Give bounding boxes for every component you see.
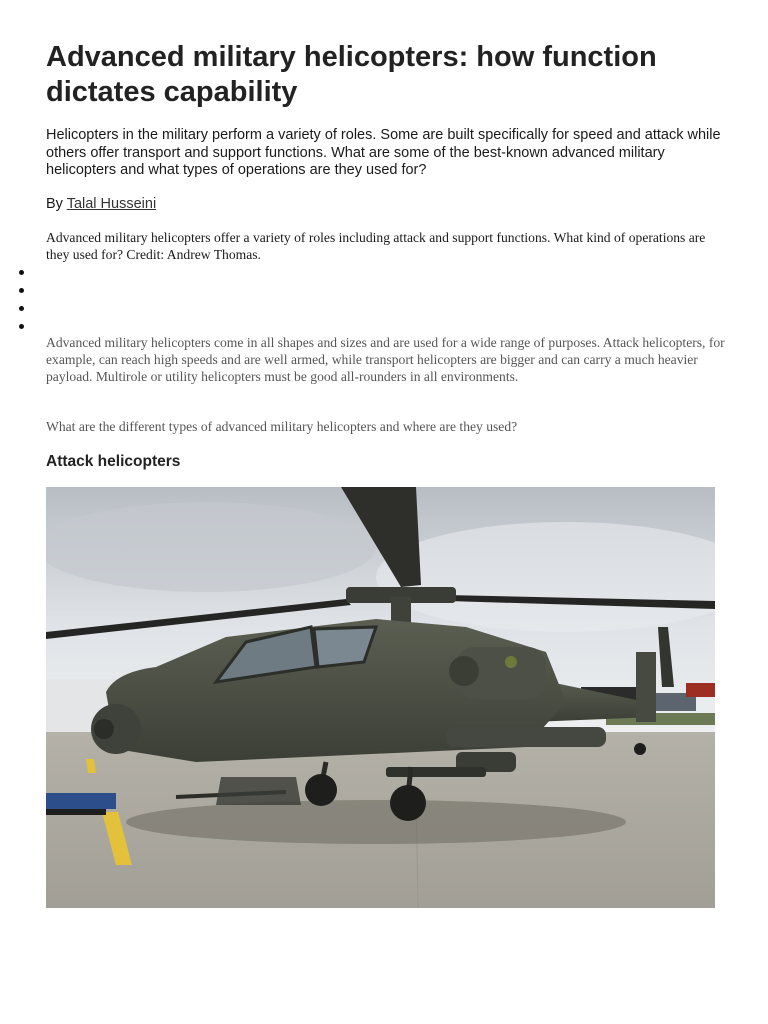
attack-helicopter-photo [46, 487, 715, 908]
article-intro: Helicopters in the military perform a variety of roles. Some are built specifically for speed and attack while others offer transport and support functions. What are some of the best-known advanced military helicopters and what types of operations are they used for? [46, 127, 721, 178]
section-heading: Attack helicopters [46, 453, 181, 470]
author-link[interactable]: Talal Husseini [66, 196, 157, 212]
share-item[interactable] [0, 317, 60, 335]
share-list [0, 263, 60, 335]
share-item[interactable] [0, 281, 60, 299]
byline-prefix: By [46, 196, 67, 212]
article-title: Advanced military helicopters: how function dictates capability [46, 41, 657, 108]
body-paragraph: What are the different types of advanced military helicopters and where are they used? [46, 419, 518, 434]
share-item[interactable] [0, 299, 60, 317]
article-byline [46, 195, 156, 213]
image-caption: Advanced military helicopters offer a variety of roles including attack and support functions. What kind of operations are they used for? Credit: Andrew Thomas. [46, 230, 706, 262]
share-item[interactable] [0, 263, 60, 281]
body-paragraph: Advanced military helicopters come in all shapes and sizes and are used for a wide range of purposes. Attack helicopters, for example, can reach high speeds and are well armed, while transport helicopters are bigger and can carry a much heavier payload. Multirole or utility helicopters must be good all-rounders in all environments. [46, 335, 725, 384]
